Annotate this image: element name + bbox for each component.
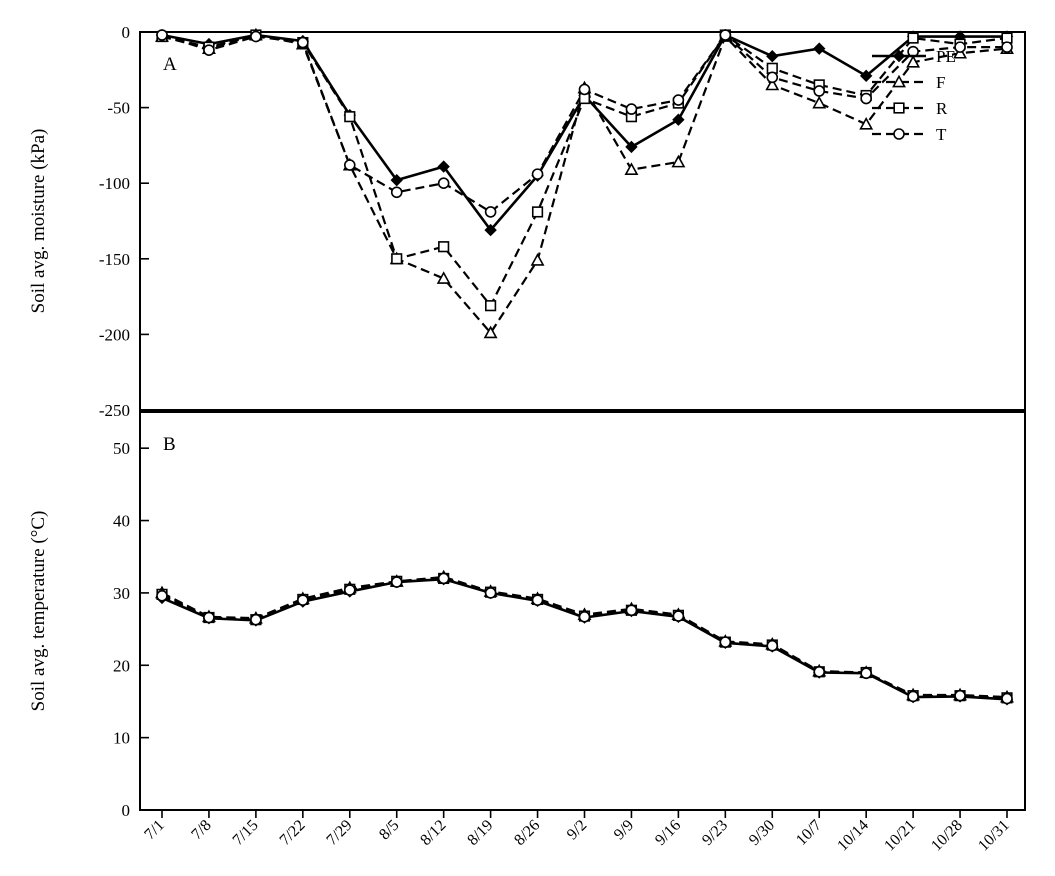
data-point-marker: [345, 112, 355, 122]
x-tick-label: 8/12: [417, 816, 450, 849]
x-tick-label: 10/31: [975, 816, 1013, 855]
x-tick-label: 9/30: [745, 816, 779, 849]
x-tick-label: 8/19: [464, 816, 497, 849]
data-point-marker: [532, 255, 543, 265]
series-line-f: [162, 35, 1007, 333]
x-tick-label: 10/28: [928, 816, 966, 855]
x-tick-label: 7/15: [229, 816, 262, 849]
x-tick-label: 7/22: [276, 816, 309, 849]
data-point-marker: [345, 160, 355, 170]
data-point-marker: [251, 615, 261, 625]
data-point-marker: [1002, 694, 1012, 704]
data-point-marker: [626, 164, 637, 174]
y-tick-label: 20: [113, 656, 130, 676]
data-point-marker: [439, 178, 449, 188]
legend-label-t: T: [936, 125, 947, 144]
x-tick-label: 7/29: [323, 816, 356, 849]
data-point-marker: [814, 667, 824, 677]
legend-label-f: F: [936, 73, 946, 92]
series-line-pe: [162, 35, 1007, 230]
y-tick-label: -200: [98, 325, 130, 345]
data-point-marker: [955, 691, 965, 701]
data-point-marker: [298, 595, 308, 605]
y-tick-label: -50: [107, 98, 130, 118]
series-line-pe: [162, 579, 1007, 699]
data-point-marker: [1002, 42, 1012, 52]
data-point-marker: [486, 207, 496, 217]
data-point-marker: [814, 43, 824, 53]
data-point-marker: [251, 32, 261, 42]
data-point-marker: [204, 45, 214, 55]
data-point-marker: [673, 611, 683, 621]
panel-b-ylabel: Soil avg. temperature (°C): [28, 510, 49, 712]
y-tick-label: 30: [113, 583, 130, 603]
series-line-r: [162, 35, 1007, 306]
y-tick-label: 50: [113, 439, 130, 459]
data-point-marker: [439, 242, 449, 252]
data-point-marker: [392, 254, 402, 264]
data-point-marker: [486, 588, 496, 598]
y-tick-label: -150: [98, 249, 130, 269]
series-line-t: [162, 578, 1007, 698]
y-tick-label: 40: [113, 511, 130, 531]
data-point-marker: [814, 97, 825, 107]
data-point-marker: [157, 30, 167, 40]
data-point-marker: [157, 591, 167, 601]
y-tick-label: 0: [121, 801, 130, 820]
data-point-marker: [767, 51, 777, 61]
y-tick-label: 10: [113, 728, 130, 748]
data-point-marker: [720, 637, 730, 647]
data-point-marker: [908, 691, 918, 701]
x-tick-label: 9/23: [699, 816, 732, 849]
legend-label-pe: PE: [936, 47, 956, 66]
data-point-marker: [533, 169, 543, 179]
data-point-marker: [204, 613, 214, 623]
x-tick-label: 10/21: [881, 816, 919, 855]
data-point-marker: [533, 207, 543, 217]
legend-label-r: R: [936, 99, 948, 118]
data-point-marker: [955, 42, 965, 52]
data-point-marker: [673, 114, 683, 124]
x-tick-label: 8/26: [511, 816, 544, 849]
data-point-marker: [767, 641, 777, 651]
data-point-marker: [908, 33, 918, 43]
x-tick-label: 10/14: [834, 816, 872, 855]
data-point-marker: [626, 605, 636, 615]
x-tick-label: 9/16: [652, 816, 685, 849]
x-tick-label: 7/1: [141, 816, 168, 844]
panel-b-letter: B: [163, 434, 176, 455]
x-tick-label: 9/9: [610, 816, 638, 844]
x-tick-label: 7/8: [188, 816, 215, 844]
data-point-marker: [486, 301, 496, 311]
x-tick-label: 8/5: [376, 816, 403, 844]
x-tick-label: 10/7: [792, 816, 826, 849]
data-point-marker: [894, 129, 904, 139]
y-tick-label: -250: [98, 401, 130, 420]
data-point-marker: [392, 187, 402, 197]
data-point-marker: [580, 612, 590, 622]
panel-b-series-group: [156, 571, 1012, 704]
data-point-marker: [767, 72, 777, 82]
panel-b-y-ticks: [113, 439, 149, 820]
data-point-marker: [580, 84, 590, 94]
data-point-marker: [861, 94, 871, 104]
data-point-marker: [673, 156, 684, 166]
data-point-marker: [814, 86, 824, 96]
data-point-marker: [673, 95, 683, 105]
panel-a-series-group: [156, 29, 1012, 337]
data-point-marker: [298, 38, 308, 48]
data-point-marker: [345, 585, 355, 595]
panel-a-y-ticks: [99, 23, 149, 420]
data-point-marker: [894, 103, 904, 113]
series-line-t: [162, 35, 1007, 212]
data-point-marker: [626, 104, 636, 114]
x-axis-ticks: [141, 810, 1012, 855]
data-point-marker: [861, 668, 871, 678]
data-point-marker: [439, 573, 449, 583]
data-point-marker: [392, 577, 402, 587]
y-tick-label: 0: [121, 23, 130, 42]
data-point-marker: [720, 30, 730, 40]
x-tick-label: 9/2: [563, 816, 591, 844]
data-point-marker: [533, 595, 543, 605]
panel-a-ylabel: Soil avg. moisture (kPa): [28, 128, 49, 314]
y-tick-label: -100: [98, 174, 130, 194]
panel-a-letter: A: [163, 54, 177, 75]
